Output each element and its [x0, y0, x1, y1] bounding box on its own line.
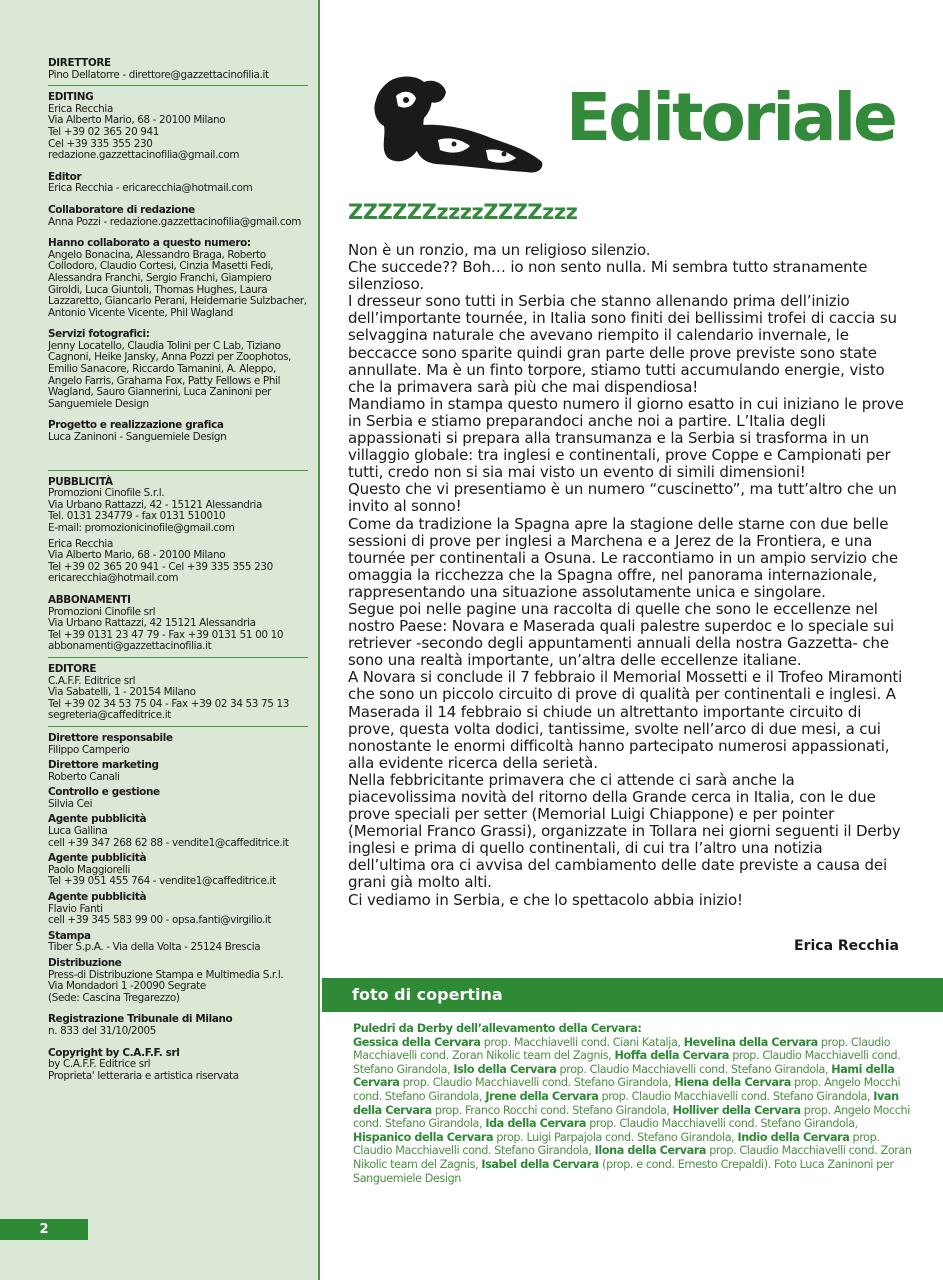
dog-name: Hami della Cervara	[353, 1062, 895, 1090]
credit-line: Flavio Fanti	[48, 902, 103, 915]
credit-editore	[48, 664, 308, 722]
credit-line: C.A.F.F. Editrice srl	[48, 674, 136, 687]
credit-line: cell +39 345 583 99 00 - opsa.fanti@virgilio.it	[48, 914, 272, 927]
credit-heading: Distribuzione	[48, 957, 122, 969]
credit-line: Tel +39 02 365 20 941	[48, 125, 160, 138]
dog-details: prop. Claudio Macchiavelli cond. Zoran Nikolic team del Zagnis,	[353, 1144, 912, 1171]
credit-copyright	[48, 1048, 308, 1083]
dog-name: Hoffa della Cervara	[614, 1049, 730, 1063]
article-paragraph: Questo che vi presentiamo è un numero “cuscinetto”, ma tutt’altro che un invito al sonno!	[348, 480, 897, 516]
hunting-dogs-illustration	[366, 66, 546, 176]
credit-line: Filippo Camperio	[48, 743, 130, 756]
cover-section-title: foto di copertina	[352, 985, 503, 1004]
credit-heading: Progetto e realizzazione grafica	[48, 419, 224, 432]
dog-details: prop. Claudio Macchiavelli cond. Stefano Girandola,	[353, 1130, 880, 1158]
credit-line: Tel +39 0131 23 47 79 - Fax +39 0131 51 00 10	[48, 628, 284, 641]
credit-line: Paolo Maggiorelli	[48, 863, 130, 876]
credit-distribuzione	[48, 958, 308, 1004]
dog-name: Indio della Cervara	[737, 1130, 850, 1144]
dog-details: prop. Angelo Mocchi cond. Stefano Girandola,	[353, 1076, 901, 1103]
dog-details: prop. Claudio Macchiavelli cond. Stefano Girandola,	[353, 1049, 901, 1076]
credit-line: Anna Pozzi - redazione.gazzettacinofilia@gmail.com	[48, 215, 301, 228]
credit-line: n. 833 del 31/10/2005	[48, 1024, 157, 1037]
credit-heading: Hanno collaborato a questo numero:	[48, 237, 251, 250]
credit-heading: Servizi fotografici:	[48, 328, 150, 341]
dog-name: Gessica della Cervara	[353, 1035, 481, 1049]
article-paragraph: Mandiamo in stampa questo numero il giorno esatto in cui iniziano le prove in Serbia e stiamo preparandoci anche noi a partire. L’Italia degli appassionati si prepara alla transumanza e la Serbia si trasforma in un villaggio globale: tra inglesi e continentali, prove Coppe e Campionati per tutti, credo non si sia mai visto un evento di simili dimensioni!	[348, 394, 904, 482]
credit-line: Erica Recchia - ericarecchia@hotmail.com	[48, 182, 253, 195]
dog-details: prop. Macchiavelli cond. Ciani Katalja,	[480, 1035, 684, 1049]
credit-line: Via Urbano Rattazzi, 42 15121 Alessandria	[48, 617, 256, 630]
cover-section-header	[322, 978, 943, 1012]
divider	[48, 470, 308, 471]
editorial-body	[348, 242, 904, 909]
credit-line: ericarecchia@hotmail.com	[48, 572, 179, 585]
masthead-credits	[48, 58, 308, 1092]
credit-heading: Controllo e gestione	[48, 786, 160, 799]
dog-details: prop. Claudio Macchiavelli cond. Stefano Girandola,	[556, 1062, 832, 1076]
credit-line: E-mail: promozionicinofile@gmail.com	[48, 522, 235, 534]
article-paragraph: I dresseur sono tutti in Serbia che stanno allenando prima dell’inizio dell’importante tournée, in Italia sono finiti dei bellissimi trofei di caccia su selvaggina naturale che avevano riempito il calendario invernale, le beccacce sono sparite quindi gran parte delle prove previste sono state annullate. Ma è un finto torpore, stiamo tutti accumulando energie, visto che la primavera sarà più che mai dispendiosa!	[348, 292, 897, 396]
credit-line: Tel +39 02 365 20 941 - Cel +39 335 355 230	[48, 560, 273, 573]
credit-agente-2	[48, 853, 308, 888]
credit-line: Via Alberto Mario, 68 - 20100 Milano	[48, 114, 226, 127]
credit-line: Via Alberto Mario, 68 - 20100 Milano	[48, 549, 226, 562]
dog-eye-icon	[403, 97, 409, 103]
dog-name: Ida della Cervara	[485, 1117, 587, 1131]
credit-line: Tel. 0131 234779 - fax 0131 510010	[48, 510, 226, 523]
credit-line: segreteria@caffeditrice.it	[48, 709, 171, 722]
credit-registrazione	[48, 1014, 308, 1037]
dog-name: Holliver della Cervara	[672, 1103, 801, 1117]
page-title: Editoriale	[566, 79, 895, 156]
credit-heading: EDITING	[48, 91, 94, 104]
dog-name: Hispanico della Cervara	[353, 1130, 494, 1144]
credit-line: Luca Gallina	[48, 825, 108, 838]
dog-details: prop. Franco Rocchi cond. Stefano Girandola,	[431, 1103, 673, 1117]
article-paragraph: Segue poi nelle pagine una raccolta di quelle che sono le eccellenze nel nostro Paese: Novara e Maserada quali palestre superdoc e lo speciale sui retriever -secondo degli appuntamenti annuali della nostra Gazzetta- che sono una realtà importante, un’altra delle eccellenze italiane.	[348, 599, 895, 670]
dog-details: prop. Luigi Parpajola cond. Stefano Girandola,	[493, 1130, 738, 1144]
dog-details: prop. Claudio Macchiavelli cond. Stefano Girandola,	[598, 1089, 874, 1103]
credit-heading: Direttore marketing	[48, 759, 159, 772]
dog-details: prop. Claudio Macchiavelli cond. Stefano Girandola,	[399, 1076, 675, 1090]
divider	[48, 85, 308, 86]
credit-direttore-marketing	[48, 760, 308, 783]
credit-direttore-responsabile	[48, 733, 308, 756]
credit-heading: Agente pubblicità	[48, 813, 147, 826]
article-subtitle: ZZZZZZzzzzZZZZzzz	[348, 200, 578, 224]
dog-name: Islo della Cervara	[453, 1062, 557, 1076]
credit-heading: PUBBLICITÀ	[48, 475, 113, 488]
cover-caption-heading: Puledri da Derby dell’allevamento della Cervara:	[353, 1022, 642, 1035]
credit-heading: Stampa	[48, 929, 91, 942]
credit-line: Roberto Canali	[48, 770, 120, 783]
credit-line: Luca Zaninoni - Sanguemiele Design	[48, 431, 227, 444]
credit-heading: Registrazione Tribunale di Milano	[48, 1013, 233, 1026]
credit-line: Pino Dellatorre - direttore@gazzettacinofilia.it	[48, 68, 269, 81]
dog-name: Hevelina della Cervara	[683, 1035, 818, 1049]
dog-eye-icon	[452, 142, 457, 147]
dog-name: Ivan della Cervara	[353, 1089, 899, 1117]
credit-line: Cel +39 335 355 230	[48, 137, 153, 150]
credit-hanno-collaborato	[48, 238, 308, 319]
cover-caption	[353, 1022, 913, 1185]
credit-line: Via Sabatelli, 1 - 20154 Milano	[48, 686, 196, 699]
credit-direttore	[48, 58, 308, 81]
credit-controllo	[48, 787, 308, 810]
article-paragraph: Non è un ronzio, ma un religioso silenzio.	[348, 241, 651, 259]
credit-heading: ABBONAMENTI	[48, 593, 131, 606]
credit-line: Tiber S.p.A. - Via della Volta - 25124 Brescia	[48, 941, 261, 954]
credit-line: Silvia Cei	[48, 797, 93, 810]
credit-servizi-fotografici	[48, 329, 308, 410]
credit-editing	[48, 92, 308, 162]
dog-details: (prop. e cond. Ernesto Crepaldi). Foto Luca Zaninoni per Sanguemiele Design	[353, 1157, 894, 1185]
credit-pubblicita-contact	[48, 539, 308, 585]
article-paragraph: Ci vediamo in Serbia, e che lo spettacolo abbia inizio!	[348, 890, 743, 909]
credit-heading: Agente pubblicità	[48, 891, 147, 904]
dog-details: prop. Angelo Mocchi cond. Stefano Girandola,	[353, 1103, 910, 1131]
credit-line: Promozioni Cinofile srl	[48, 605, 156, 618]
credit-line: Erica Recchia	[48, 102, 113, 115]
divider	[48, 726, 308, 727]
credit-line: Erica Recchia	[48, 537, 113, 550]
credit-heading: EDITORE	[48, 662, 97, 675]
credit-heading: Copyright by C.A.F.F. srl	[48, 1046, 180, 1059]
dog-name: Isabel della Cervara	[481, 1157, 599, 1171]
credit-line: Via Urbano Rattazzi, 42 - 15121 Alessandria	[48, 498, 262, 511]
credit-heading: DIRETTORE	[48, 57, 111, 69]
credit-text: Angelo Bonacina, Alessandro Braga, Roberto Collodoro, Claudio Cortesi, Cinzia Masetti Fedi, Alessandra Franchi, Sergio Franchi, Giampiero Giroldi, Luca Giuntoli, Thomas Hughes, Laura Lazzaretto, Giancarlo Perani, Heidemarie Sulzbacher, Antonio Vicente Vicente, Phil Wagland	[48, 248, 307, 319]
credit-line: Via Mondadori 1 -20090 Segrate	[48, 980, 206, 993]
credit-line: (Sede: Cascina Tregarezzo)	[48, 991, 180, 1004]
credit-heading: Direttore responsabile	[48, 731, 173, 744]
credit-line: Proprieta' letteraria e artistica riservata	[48, 1069, 239, 1082]
article-paragraph: Che succede?? Boh… io non sento nulla. Mi sembra tutto stranamente silenzioso.	[348, 258, 868, 294]
dog-details: prop. Claudio Macchiavelli cond. Zoran Nikolic team del Zagnis,	[353, 1035, 891, 1063]
credit-abbonamenti	[48, 595, 308, 653]
credit-agente-3	[48, 892, 308, 927]
credit-collaboratore	[48, 205, 308, 228]
masthead-sidebar	[0, 0, 320, 1280]
article-paragraph: A Novara si conclude il 7 febbraio il Memorial Mossetti e il Trofeo Miramonti che sono un piccolo circuito di prove di qualità per continentali e inglesi. A Maserada il 14 febbraio si chiude un altrettanto importante circuito di prove, questa volta dodici, tantissime, svolte nell’arco di due mesi, a cui nonostante le enormi difficoltà hanno partecipato numerosi appassionati, alla evidente ricerca della serietà.	[348, 668, 903, 772]
credit-heading: Agente pubblicità	[48, 852, 147, 865]
dog-details: prop. Claudio Macchiavelli cond. Stefano Girandola,	[586, 1117, 858, 1131]
credit-text: Jenny Locatello, Claudia Tolini per C Lab, Tiziano Cagnoni, Heike Jansky, Anna Pozzi per Zoophotos, Emilio Sanacore, Riccardo Tamanini, A. Aleppo, Angelo Farris, Grahama Fox, Patty Fellows e Phil Wagland, Sauro Giannerini, Luca Zaninoni per Sanguemiele Design	[48, 339, 292, 410]
credit-line: Press-di Distribuzione Stampa e Multimedia S.r.l.	[48, 968, 284, 981]
credit-pubblicita	[48, 477, 308, 535]
credit-editor	[48, 172, 308, 195]
credit-line: cell +39 347 268 62 88 - vendite1@caffeditrice.it	[48, 836, 289, 849]
article-paragraph: Nella febbricitante primavera che ci attende ci sarà anche la piacevolissima novità del ritorno della Grande cerca in Italia, con le due prove speciali per setter (Memorial Luigi Chiappone) e per pointer (Memorial Franco Grassi), organizzate in Tollara nei giorni seguenti il Derby inglesi e prima di quello continentali, di cui tra l’altro una notizia dell’ultima ora ci avvisa del cambiamento delle date previste a causa dei grani già molto alti.	[348, 770, 901, 892]
dog-name: Hiena della Cervara	[674, 1076, 791, 1090]
credit-line: Promozioni Cinofile S.r.l.	[48, 487, 165, 500]
dog-eye-icon	[502, 152, 507, 157]
credit-line: Tel +39 051 455 764 - vendite1@caffeditrice.it	[48, 875, 276, 888]
article-author: Erica Recchia	[794, 938, 899, 954]
credit-stampa	[48, 931, 308, 954]
credit-line: redazione.gazzettacinofilia@gmail.com	[48, 149, 240, 162]
credit-heading: Editor	[48, 170, 82, 183]
credit-heading: Collaboratore di redazione	[48, 203, 195, 216]
divider	[48, 657, 308, 658]
dog-name: Jrene della Cervara	[485, 1089, 599, 1103]
credit-line: Tel +39 02 34 53 75 04 - Fax +39 02 34 53 75 13	[48, 697, 290, 710]
credit-agente-1	[48, 814, 308, 849]
credit-progetto	[48, 420, 308, 443]
credit-line: by C.A.F.F. Editrice srl	[48, 1058, 151, 1071]
dog-name: Ilona della Cervara	[594, 1144, 707, 1158]
credit-line: abbonamenti@gazzettacinofilia.it	[48, 640, 212, 653]
article-paragraph: Come da tradizione la Spagna apre la stagione delle starne con due belle sessioni di prove per inglesi a Marchena e a Jerez de la Frontiera, e una tournée per continentali a Osuna. Le raccontiamo in un ampio servizio che omaggia la ricchezza che la Spagna offre, nel panorama internazionale, rappresentando una situazione assolutamente unica e singolare.	[348, 514, 898, 601]
page-number: 2	[0, 1219, 88, 1240]
